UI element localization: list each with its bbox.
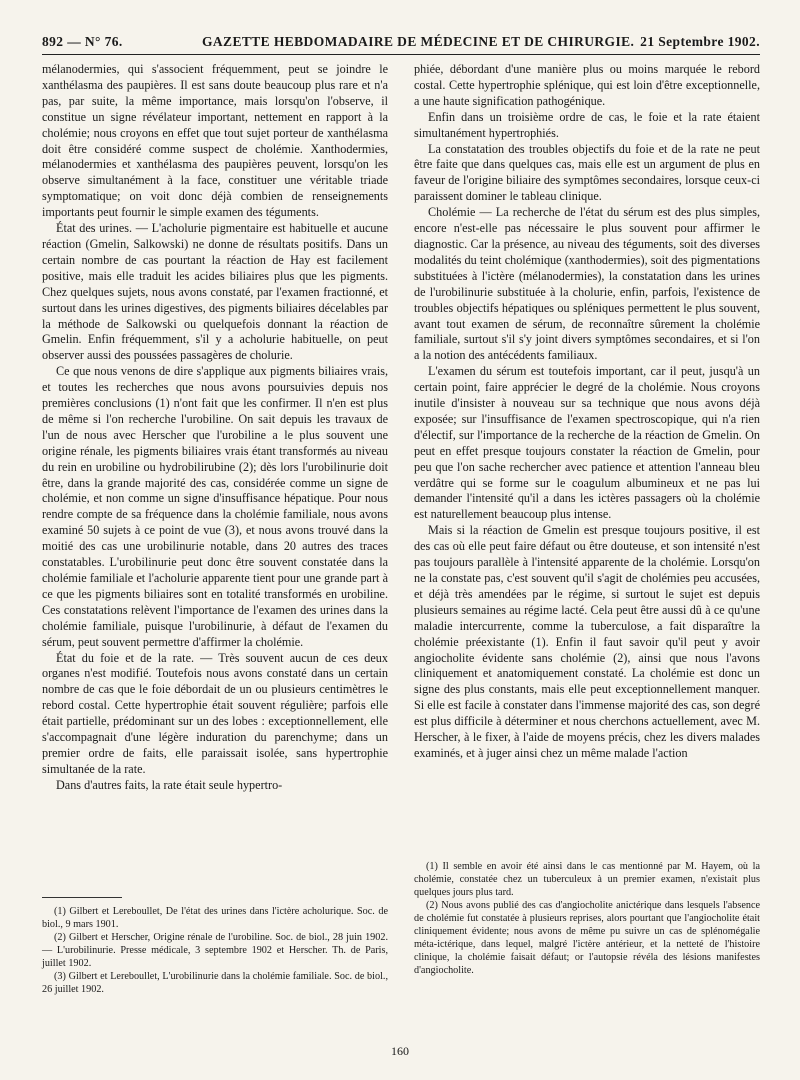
paragraph: Cholémie — La recherche de l'état du sérum est des plus simples, encore n'est-elle pas nécessaire le plus souvent pour affirmer le diagnostic. Car la présence, au niveau des téguments, soit des diverses modalités du teint cholémique (xanthodermies), soit des pigmentations substituées à l'ictère (mélanodermies), la constatation dans les urines de l'urobilinurie substituée à la cholurie, enfin, parfois, l'existence de troubles objectifs hépatiques ou spléniques permettent le plus souvent, avant tout examen de sérum, de reconnaître sûrement la cholémie familiale, surtout s'il s'y joint divers symptômes secondaires, et si l'on a la notion des antécédents familiaux. [414, 205, 760, 363]
paragraph: Dans d'autres faits, la rate était seule hypertro- [56, 777, 283, 792]
issue-date: 21 Septembre 1902. [640, 34, 760, 49]
footnotes-right [414, 860, 760, 977]
paragraph: La constatation des troubles objectifs du foie et de la rate ne peut être faite que dans quelques cas, mais elle est un argument de plus en faveur de l'origine biliaire des symptômes secondaires, lorsque ceux-ci paraissent dominer le tableau clinique. [414, 141, 760, 204]
paragraph: Mais si la réaction de Gmelin est presque toujours positive, il est des cas où elle peut faire défaut ou être douteuse, et son intensité n'est pas toujours parallèle à l'intensité apparente de la cholémie. Lorsqu'on ne la constate pas, c'est souvent qu'il s'agit de cholémies peu accusées, et déjà très amendées par le régime, si surtout le sujet est depuis plusieurs semaines au régime lacté. Cela peut être aussi dû à ce qu'une maladie intercurrente, comme la tuberculose, a fait disparaître la cholémie préexistante (1). Enfin il faut savoir qu'il peut y avoir angiocholite évidente sans cholémie (2), ainsi que nous l'avons cliniquement et anatomiquement constaté. La cholémie est donc un signe des plus constants, mais elle peut exceptionnellement manquer. Si elle est facile à constater dans l'immense majorité des cas, son degré est plus difficile à déterminer et nous cherchons actuellement, avec M. Herscher, à le fixer, à l'aide de moyens précis, chez les divers malades examinés, et à juger ainsi chez un même malade l'action [414, 523, 760, 760]
page-header [42, 30, 760, 55]
footnote-divider [42, 897, 122, 898]
footnote: (1) Il semble en avoir été ainsi dans le cas mentionné par M. Hayem, où la cholémie, constatée chez un tuberculeux à un premier examen, n'existait plus quelques jours plus tard. [414, 861, 760, 898]
paragraph: Enfin dans un troisième ordre de cas, le foie et la rate étaient simultanément hypertrophiés. [414, 109, 760, 140]
footnote: (3) Gilbert et Lereboullet, L'urobilinurie dans la cholémie familiale. Soc. de biol., 26 juillet 1902. [42, 971, 388, 995]
paragraph: État du foie et de la rate. — Très souvent aucun de ces deux organes n'est modifié. Toutefois nous avons constaté dans un certain nombre de cas que le foie débordait de un ou plusieurs centimètres le rebord costal. Cette hypertrophie était souvent régulière; parfois elle était partielle, prédominant sur un des lobes : exceptionnellement, elle s'accompagnait d'une légère induration du parenchyme; dans un premier ordre de faits, elle paraissait isolée, sans hypertrophie simultanée de la rate. [42, 650, 388, 776]
page-number-issue: 892 — N° 76. [42, 34, 123, 49]
paragraph: Ce que nous venons de dire s'applique aux pigments biliaires vrais, et toutes les recherches que nous avons poursuivies depuis nos premières conclusions (1) n'ont fait que les confirmer. Il n'en est plus de même si l'on recherche l'urobiline. On sait depuis les travaux de l'un de nous avec Herscher que l'urobiline a le plus souvent une origine rénale, les pigments biliaires vrais étant transformés au niveau du rein en urobiline ou hydrobilirubine (2); dès lors l'urobilinurie doit être, dans la grande majorité des cas, considérée comme un signe de cholémie, et non comme un signe d'insuffisance hépatique. Pour nous rendre compte de sa fréquence dans la cholémie familiale, nous avons examiné 50 sujets à ce point de vue (3), et nous avons trouvé dans la moitié des cas une urobilinurie notable, dans 20 autres des traces constatables. L'urobilinurie peut donc être souvent constatée dans la cholémie familiale et l'acholurie apparente tient pour une grande part à ce que les pigments biliaires sont en totalité transformés en urobiline. Ces constatations relèvent l'importance de l'examen des urines dans la cholémie familiale, puisque l'urobilinurie, à défaut de l'examen du sérum, peut souvent permettre d'affirmer la cholémie. [42, 364, 388, 649]
paragraph: L'examen du sérum est toutefois important, car il peut, jusqu'à un certain point, faire apprécier le degré de la cholémie. Nous croyons inutile d'insister à nouveau sur sa technique que nous avons déjà exposée; sur l'insuffisance de l'examen spectroscopique, qui n'a rien d'électif, sur l'importance de la recherche de la réaction de Gmelin. On peut en effet presque toujours constater la réaction de Gmelin, pour peu que l'on sache rechercher avec patience et attention l'anneau bleu verdâtre qui se forme sur le coagulum albumineux et ne pas lui demander l'intensité qu'il a dans les ictères passagers où la cholémie est naturellement beaucoup plus intense. [414, 364, 760, 522]
footnote: (2) Nous avons publié des cas d'angiocholite anictérique dans lesquels l'absence de cholémie fut constatée à plusieurs reprises, alors pourtant que l'angiocholite était cliniquement évidente; nous avons de même pu suivre un cas de splénomégalie méta-ictérique, dans lequel, malgré l'ictère antérieur, et la netteté de l'histoire clinique, la cholémie faisait défaut; or l'autopsie révéla des lésions manifestes d'angiocholite. [414, 900, 760, 976]
paragraph: mélanodermies, qui s'associent fréquemment, peut se joindre le xanthélasma des paupières. Il est sans doute beaucoup plus rare et n'a pas, par suite, la même importance, mais lorsqu'on l'observe, il constitue un signe révélateur important, nettement en rapport à la cholémie; nous croyons en effet que tout sujet porteur de xanthélasma doit être considéré comme suspect de cholémie. Xanthodermies, mélanodermies et xanthélasma des paupières peuvent, lorsqu'on les observe simultanément à la face, constituer une véritable triade symptomatique; on voit donc déjà combien de renseignements importants peut fournir le simple examen des téguments. [42, 62, 388, 220]
paragraph: État des urines. — L'acholurie pigmentaire est habituelle et aucune réaction (Gmelin, Salkowski) ne donne de résultats positifs. Dans un certain nombre de cas pourtant la réaction de Hay est facilement positive, mais elle traduit les acides biliaires plus que les pigments. Chez quelques sujets, nous avons constaté, par l'examen fractionné, et surtout dans les urines digestives, des pigments biliaires décelables par la méthode de Salkowski ou quelquefois donnant la réaction de Gmelin. Enfin fréquemment, s'il y a acholurie habituelle, on peut observer aussi des poussées passagères de cholurie. [42, 221, 388, 363]
footnote: (1) Gilbert et Lereboullet, De l'état des urines dans l'ictère acholurique. Soc. de biol., 9 mars 1901. [42, 906, 388, 930]
paragraph: phiée, débordant d'une manière plus ou moins marquée le rebord costal. Cette hypertrophie splénique, qui est loin d'être exceptionnelle, a une haute signification pathogénique. [414, 62, 760, 108]
left-column [42, 62, 388, 794]
footnote: (2) Gilbert et Herscher, Origine rénale de l'urobiline. Soc. de biol., 28 juin 1902. — L'urobilinurie. Presse médicale, 3 septembre 1902 et Herscher. Th. de Paris, juillet 1902. [42, 932, 388, 969]
right-column [414, 62, 760, 762]
page-folio: 160 [391, 1044, 409, 1058]
journal-title: GAZETTE HEBDOMADAIRE DE MÉDECINE ET DE CHIRURGIE. [202, 34, 635, 49]
footnotes-left [42, 905, 388, 996]
